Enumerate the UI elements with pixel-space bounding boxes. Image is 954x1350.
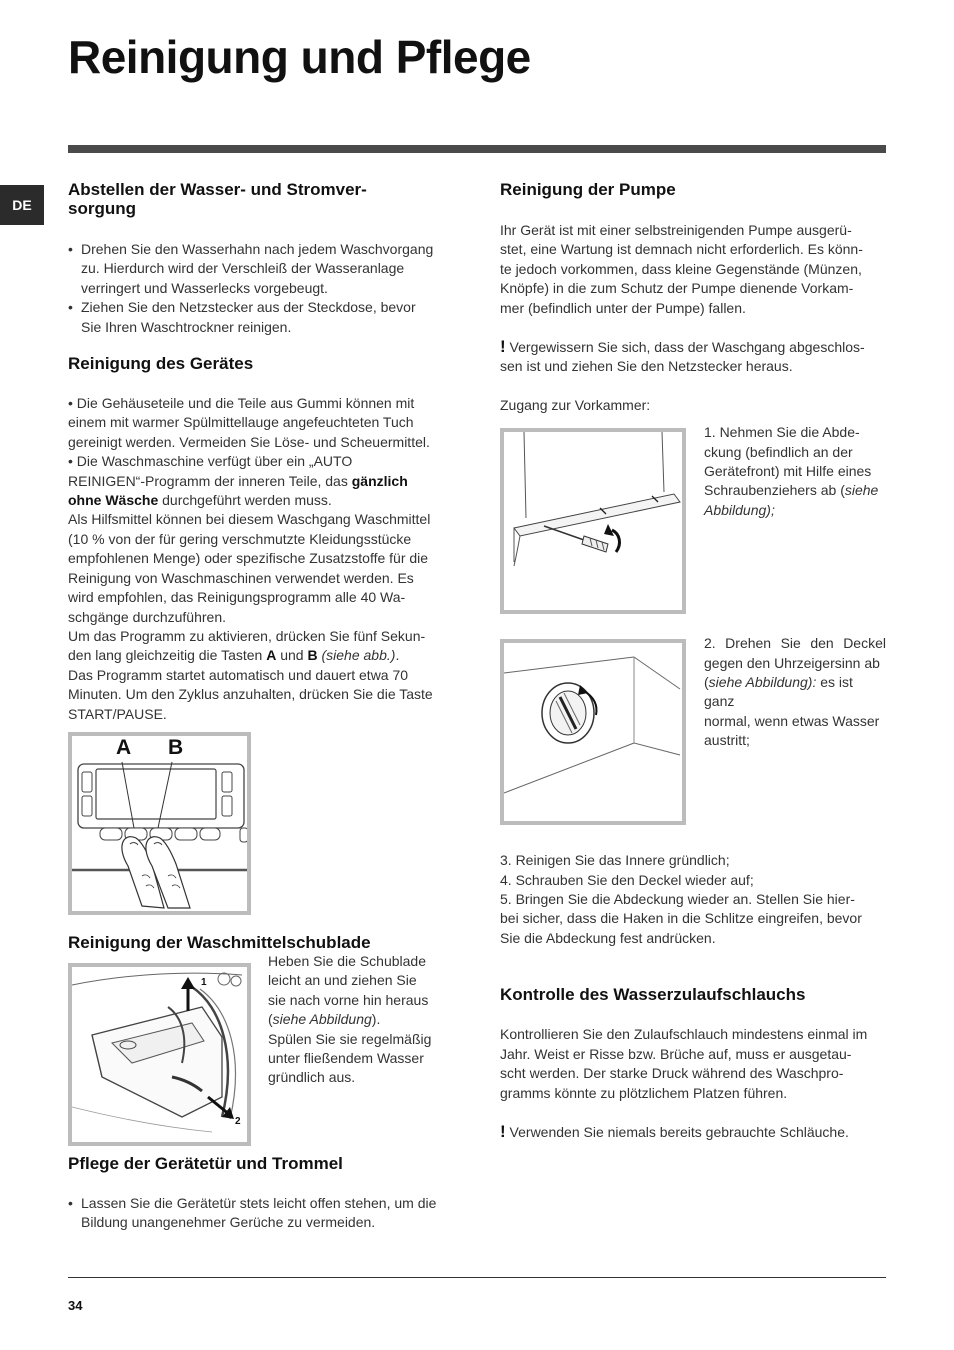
lid-unscrew-illustration bbox=[504, 643, 682, 821]
text-line: Um das Programm zu aktivieren, drücken Sie fünf Sekun- bbox=[68, 627, 426, 644]
text-line bbox=[68, 491, 458, 510]
text-line: Kontrollieren Sie den Zulaufschlauch mindestens einmal im bbox=[500, 1026, 868, 1043]
text-line: • Die Gehäuseteile und die Teile aus Gummi können mit bbox=[68, 395, 415, 412]
text-line: verringert und Wasserlecks vorgebeugt. bbox=[81, 279, 328, 296]
text-line: te jedoch vorkommen, dass kleine Gegenstände (Münzen, bbox=[500, 260, 862, 277]
heading-detergent-drawer: Reinigung der Waschmittelschublade bbox=[68, 932, 371, 952]
text-line: • Ziehen Sie den Netzstecker aus der Steckdose, bevor bbox=[81, 299, 416, 316]
text-line: Reinigung von Waschmaschinen verwendet werden. Es bbox=[68, 569, 414, 586]
text-line bbox=[268, 1010, 431, 1029]
paragraph-hose bbox=[500, 1025, 886, 1103]
text-span: durchgeführt werden muss. bbox=[158, 492, 332, 509]
text-span: Vergewissern Sie sich, dass der Waschgang abgeschlos- bbox=[505, 339, 865, 356]
bullet-list bbox=[68, 1194, 458, 1233]
text-line: unter fließendem Wasser bbox=[268, 1049, 424, 1066]
language-tab: DE bbox=[0, 185, 44, 225]
text-line: 5. Bringen Sie die Abdeckung wieder an. Stellen Sie hier- bbox=[500, 891, 855, 908]
text-line: • Lassen Sie die Gerätetür stets leicht offen stehen, um die bbox=[81, 1194, 437, 1211]
key-label: B bbox=[307, 647, 318, 664]
section-water-power bbox=[68, 180, 458, 337]
text-line: 3. Reinigen Sie das Innere gründlich; bbox=[500, 852, 730, 869]
drawer-block bbox=[68, 952, 458, 1146]
access-label: Zugang zur Vorkammer: bbox=[500, 396, 651, 413]
text-line: gegen den Uhrzeigersinn ab bbox=[704, 654, 880, 671]
text-span: Verwenden Sie niemals bereits gebrauchte Schläuche. bbox=[505, 1123, 849, 1140]
text-line bbox=[68, 646, 458, 665]
text-line: Knöpfe) in die zum Schutz der Pumpe dienende Vorkam- bbox=[500, 280, 854, 297]
heading-line: Abstellen der Wasser- und Stromver- bbox=[68, 180, 367, 199]
figure-control-panel bbox=[68, 732, 251, 915]
emphasis: gänzlich bbox=[351, 472, 408, 489]
section-device-cleaning bbox=[68, 354, 458, 915]
list-item bbox=[68, 298, 458, 337]
key-label: A bbox=[266, 647, 277, 664]
label-b: B bbox=[168, 735, 184, 759]
text-span: ( bbox=[268, 1011, 273, 1028]
left-column bbox=[68, 180, 458, 1233]
reference: (siehe abb.) bbox=[321, 647, 396, 664]
text-line: empfohlenen Menge) oder spezifische Zusatzstoffe für die bbox=[68, 550, 429, 567]
text-span: Schraubenziehers ab ( bbox=[704, 482, 845, 499]
drawer-instructions bbox=[268, 952, 431, 1146]
right-column bbox=[500, 180, 886, 1142]
heading-pump-cleaning: Reinigung der Pumpe bbox=[500, 180, 676, 199]
text-line: 1. Nehmen Sie die Abde- bbox=[704, 424, 860, 441]
text-line: einem mit warmer Spülmittellauge angefeuchteten Tuch bbox=[68, 414, 414, 431]
text-line: stet, eine Wartung ist demnach nicht erforderlich. Es könn- bbox=[500, 241, 863, 258]
text-line: Spülen Sie sie regelmäßig bbox=[268, 1030, 432, 1047]
text-line: gramms könnte zu plötzlichem Platzen führen. bbox=[500, 1084, 788, 1101]
text-line bbox=[68, 472, 458, 491]
page-title: Reinigung und Pflege bbox=[68, 31, 531, 83]
section-door-drum bbox=[68, 1154, 458, 1233]
text-line: START/PAUSE. bbox=[68, 705, 167, 722]
figure-step-2: 2 bbox=[235, 1115, 241, 1127]
heading-device-cleaning: Reinigung des Gerätes bbox=[68, 354, 254, 374]
text-line bbox=[704, 481, 878, 500]
heading-water-power bbox=[68, 180, 458, 218]
text-line: Sie Ihren Waschtrockner reinigen. bbox=[81, 318, 292, 335]
steps-3-5 bbox=[500, 851, 886, 948]
drawer-illustration bbox=[72, 967, 247, 1142]
text-span: den lang gleichzeitig die Tasten bbox=[68, 647, 267, 664]
text-line: Sie die Abdeckung fest andrücken. bbox=[500, 929, 716, 946]
text-span: REINIGEN“-Programm der inneren Teile, das bbox=[68, 472, 352, 489]
text-line: Gerätefront) mit Hilfe eines bbox=[704, 463, 872, 480]
page-number: 34 bbox=[68, 1298, 83, 1313]
section-detergent-drawer bbox=[68, 933, 458, 1146]
text-span: ). bbox=[371, 1011, 381, 1028]
text-line: gründlich aus. bbox=[268, 1069, 356, 1086]
reference: siehe bbox=[844, 482, 879, 499]
list-item bbox=[68, 240, 458, 298]
emphasis: ohne Wäsche bbox=[68, 492, 159, 509]
text-line: Das Programm startet automatisch und dauert etwa 70 bbox=[68, 666, 409, 683]
text-line: 2. Drehen Sie den Deckel bbox=[704, 635, 886, 652]
text-line: ckung (befindlich an der bbox=[704, 443, 853, 460]
warning-icon: ! bbox=[500, 337, 506, 357]
text-line bbox=[704, 673, 886, 712]
warning-icon: ! bbox=[500, 1121, 506, 1141]
text-line: normal, wenn etwas Wasser bbox=[704, 712, 880, 729]
text-span: ( bbox=[704, 674, 709, 691]
paragraph-pump bbox=[500, 221, 886, 318]
title-rule bbox=[68, 145, 886, 153]
step-2-block bbox=[500, 635, 886, 825]
text-line: leicht an und ziehen Sie bbox=[268, 972, 417, 989]
text-line: (10 % von der für gering verschmutzte Kleidungsstücke bbox=[68, 530, 412, 547]
footer-rule bbox=[68, 1277, 886, 1278]
figure-step-1: 1 bbox=[201, 976, 207, 988]
warning-pump bbox=[500, 337, 886, 377]
reference: siehe Abbildung bbox=[272, 1011, 372, 1028]
text-span: . bbox=[395, 647, 400, 664]
text-line: austritt; bbox=[704, 732, 750, 749]
text-line: zu. Hierdurch wird der Verschleiß der Wasseranlage bbox=[81, 260, 405, 277]
reference: siehe Abbildung): bbox=[708, 674, 817, 691]
text-span: es ist ganz bbox=[704, 674, 853, 710]
text-line: Heben Sie die Schublade bbox=[268, 952, 427, 969]
control-panel-illustration bbox=[72, 736, 247, 911]
text-line: mer (befindlich unter der Pumpe) fallen. bbox=[500, 299, 746, 316]
step-2-text bbox=[704, 634, 886, 825]
text-line: Abbildung); bbox=[704, 501, 775, 518]
figure-unscrew-lid bbox=[500, 639, 686, 825]
cover-removal-illustration bbox=[504, 432, 682, 610]
list-item bbox=[68, 1194, 458, 1233]
text-line: Ihr Gerät ist mit einer selbstreinigenden Pumpe ausgerü- bbox=[500, 222, 852, 238]
paragraph-device-cleaning bbox=[68, 394, 458, 724]
text-line: Als Hilfsmittel können bei diesem Waschgang Waschmittel bbox=[68, 511, 431, 528]
text-line: Bildung unangenehmer Gerüche zu vermeiden. bbox=[81, 1214, 376, 1231]
heading-door-drum: Pflege der Gerätetür und Trommel bbox=[68, 1153, 343, 1173]
text-line: gereinigt werden. Vermeiden Sie Löse- und Scheuermittel. bbox=[68, 433, 430, 450]
text-line: sen ist und ziehen Sie den Netzstecker heraus. bbox=[500, 358, 793, 375]
text-line: wird empfohlen, das Reinigungsprogramm alle 40 Wa- bbox=[68, 589, 406, 606]
text-line: sie nach vorne hin heraus bbox=[268, 991, 429, 1008]
text-line: schgänge durchzuführen. bbox=[68, 608, 226, 625]
text-span: und bbox=[276, 647, 308, 664]
text-line: Jahr. Weist er Risse bzw. Brüche auf, muss er ausgetau- bbox=[500, 1045, 852, 1062]
text-line bbox=[500, 337, 886, 357]
text-line: • Drehen Sie den Wasserhahn nach jedem Waschvorgang bbox=[81, 241, 434, 257]
text-line: bei sicher, dass die Haken in die Schlitze eingreifen, bevor bbox=[500, 910, 862, 927]
warning-hose bbox=[500, 1122, 886, 1142]
heading-line: sorgung bbox=[68, 199, 136, 218]
text-line: Minuten. Um den Zyklus anzuhalten, drücken Sie die Taste bbox=[68, 686, 433, 703]
text-line: • Die Waschmaschine verfügt über ein „AUTO bbox=[68, 453, 353, 470]
heading-inlet-hose: Kontrolle des Wasserzulaufschlauchs bbox=[500, 985, 806, 1005]
text-line: 4. Schrauben Sie den Deckel wieder auf; bbox=[500, 871, 754, 888]
label-a: A bbox=[116, 735, 132, 759]
step-1-text bbox=[704, 423, 878, 614]
figure-remove-cover bbox=[500, 428, 686, 614]
section-pump-cleaning bbox=[500, 180, 886, 948]
section-inlet-hose bbox=[500, 985, 886, 1142]
bullet-list bbox=[68, 240, 458, 337]
step-1-block bbox=[500, 424, 886, 614]
figure-drawer bbox=[68, 963, 251, 1146]
text-line: scht werden. Der starke Druck während des Waschpro- bbox=[500, 1065, 844, 1082]
